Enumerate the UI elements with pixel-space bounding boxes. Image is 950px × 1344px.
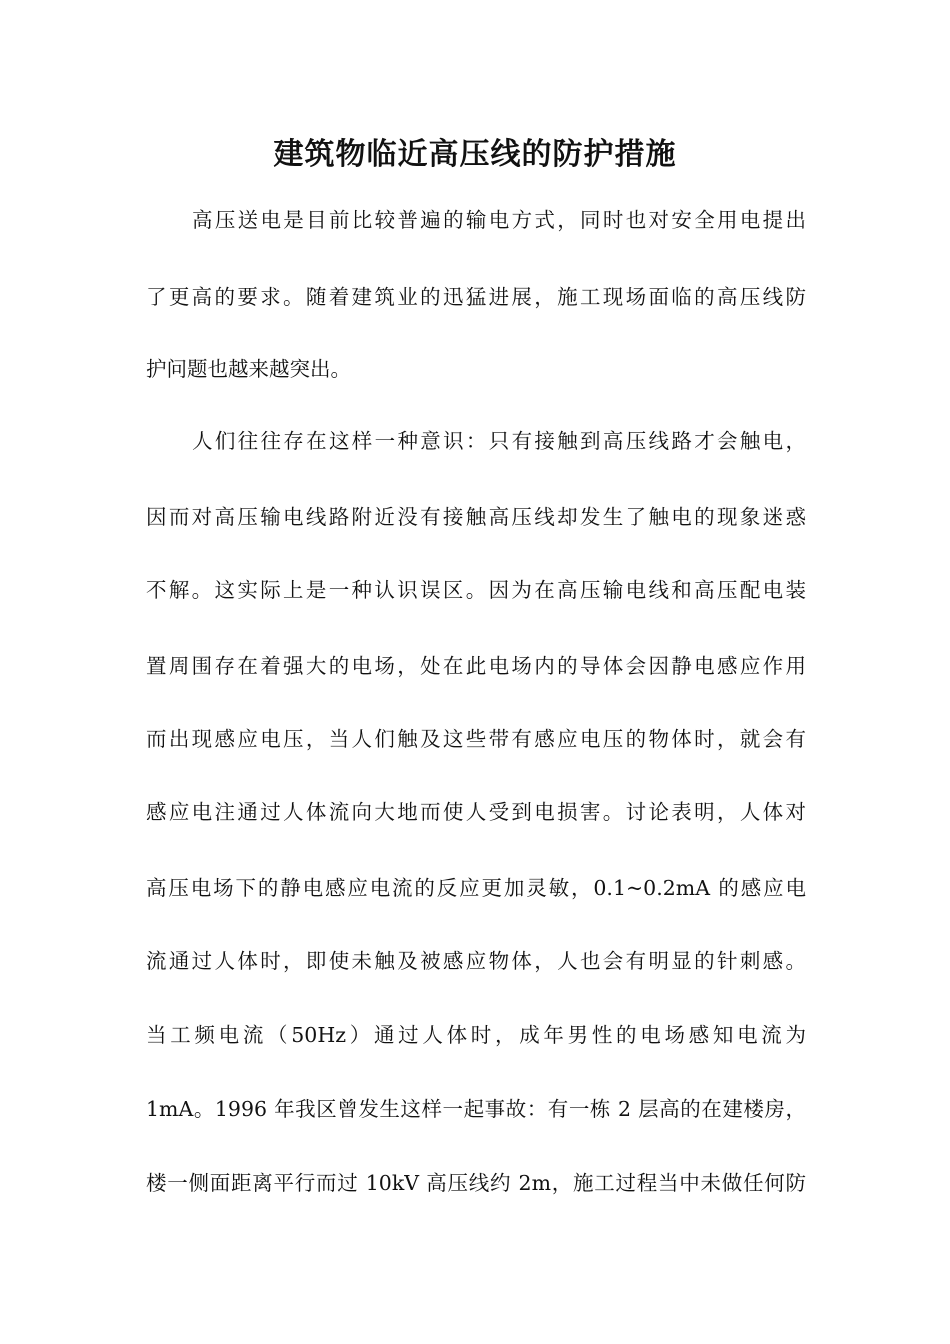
paragraph-1-line-2: 了更高的要求。随着建筑业的迅猛进展，施工现场面临的高压线防: [146, 285, 806, 309]
paragraph-1-line-1: 高压送电是目前比较普遍的输电方式，同时也对安全用电提出: [192, 208, 806, 232]
paragraph-2-line-10: 1mA。1996 年我区曾发生这样一起事故：有一栋 2 层高的在建楼房，: [146, 1097, 806, 1121]
paragraph-2-line-4: 置周围存在着强大的电场，处在此电场内的导体会因静电感应作用: [146, 654, 806, 678]
document-title: 建筑物临近高压线的防护措施: [273, 137, 677, 172]
paragraph-1-line-3: 护问题也越来越突出。: [146, 357, 351, 381]
paragraph-2-line-11: 楼一侧面距离平行而过 10kV 高压线约 2m，施工过程当中未做任何防: [146, 1171, 806, 1195]
paragraph-2-line-2: 因而对高压输电线路附近没有接触高压线却发生了触电的现象迷惑: [146, 505, 806, 529]
paragraph-2-line-7: 高压电场下的静电感应电流的反应更加灵敏，0.1~0.2mA 的感应电: [146, 876, 806, 900]
paragraph-2-line-5: 而出现感应电压，当人们触及这些带有感应电压的物体时，就会有: [146, 727, 806, 751]
paragraph-2-line-9: 当工频电流（50Hz）通过人体时，成年男性的电场感知电流为: [146, 1023, 806, 1047]
paragraph-2-line-6: 感应电注通过人体流向大地而使人受到电损害。讨论表明，人体对: [146, 800, 806, 824]
paragraph-2-line-1: 人们往往存在这样一种意识：只有接触到高压线路才会触电，: [192, 429, 806, 453]
paragraph-2-line-3: 不解。这实际上是一种认识误区。因为在高压输电线和高压配电装: [146, 578, 806, 602]
paragraph-2-line-8: 流通过人体时，即使未触及被感应物体，人也会有明显的针刺感。: [146, 949, 806, 973]
